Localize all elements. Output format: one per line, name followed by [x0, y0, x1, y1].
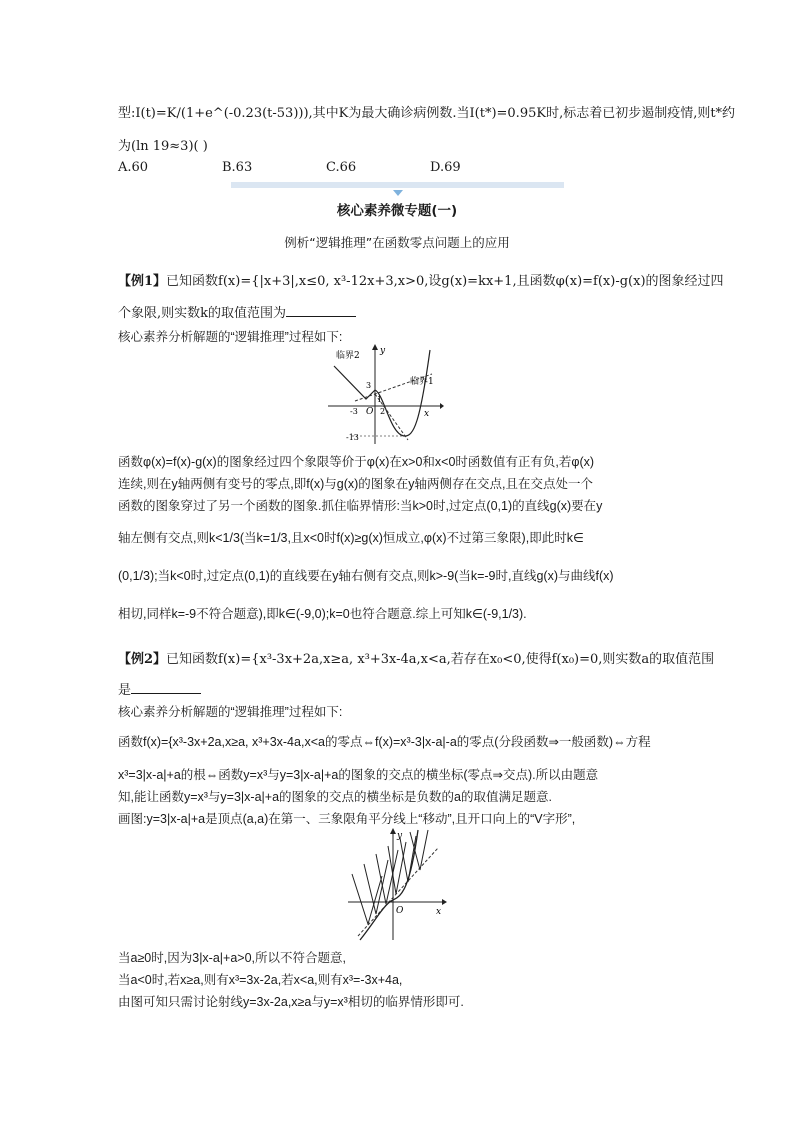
example1-text-1: 连续,则在y轴两侧有变号的零点,即f(x)与g(x)的图象在y轴两侧存在交点,且在交点处一个: [118, 477, 593, 491]
v-shape-3: [376, 850, 398, 904]
example1-text-0: 函数φ(x)=f(x)-g(x)的图象经过四个象限等价于φ(x)在x>0和x<0时函数值有正有负,若φ(x): [118, 455, 595, 469]
intro-line-1: 型:I(t)=K/(1+e^(-0.23(t-53))),其中K为最大确诊病例数.当I(t*)=0.95K时,标志着已初步遏制疫情,则t*约: [118, 106, 736, 121]
y-axis-arrow-icon: [372, 344, 378, 350]
example1-text-5: 相切,同样k=-9不符合题意),即k∈(-9,0);k=0也符合题意.综上可知k∈(-9,1/3).: [118, 607, 527, 621]
example2-graph: [346, 824, 448, 942]
example2-text-3: 画图:y=3|x-a|+a是顶点(a,a)在第一、三象限角平分线上“移动”,且开口向上的“V字形”,: [118, 812, 576, 826]
label-two: 2: [380, 407, 386, 416]
example1-problem-line2: [118, 304, 678, 324]
y-axis-arrow-icon: [390, 828, 396, 834]
example2-problem-a: 已知函数f(x)={x³-3x+2a,x≥a, x³+3x-4a,x<a,若存在x₀<0,使得f(x₀)=0,则实数a的取值范围: [166, 652, 715, 667]
example1-text-3: 轴左侧有交点,则k<1/3(当k=1/3,且x<0时f(x)≥g(x)恒成立,φ(x)不过第三象限),即此时k∈: [118, 531, 584, 545]
example2-tail-1: 当a<0时,若x≥a,则有x³=3x-2a,若x<a,则有x³=-3x+4a,: [118, 973, 403, 987]
example1-problem-line1: [118, 272, 724, 292]
example2-problem-line1: [118, 650, 715, 670]
example2-analysis-intro: 核心素养分析解题的“逻辑推理”过程如下:: [118, 705, 343, 719]
label-critical2: 临界2: [336, 351, 360, 361]
example2-label: 【例2】: [118, 652, 167, 667]
example2-problem-line2: [118, 681, 678, 701]
answer-choices: [118, 158, 678, 178]
example2-text-2: 知,能让函数y=x³与y=3|x-a|+a的图象的交点的横坐标是负数的a的取值满足题意.: [118, 790, 552, 804]
example1-text-2: 函数的图象穿过了另一个函数的图象.抓住临界情形:当k>0时,过定点(0,1)的直线g(x)要在y: [118, 499, 603, 513]
label-x: x: [424, 409, 430, 419]
answer-blank-2: [131, 681, 201, 694]
divider-arrow-icon: [393, 190, 403, 196]
example2-text-0: 函数f(x)={x³-3x+2a,x≥a, x³+3x-4a,x<a的零点⇔f(x)=x³-3|x-a|-a的零点(分段函数⇒一般函数)⇔方程: [118, 735, 651, 749]
bisector-line: [358, 848, 438, 936]
example2-problem-b: 是: [118, 683, 132, 698]
label-y: y: [380, 346, 386, 356]
example2-tail-2: 由图可知只需讨论射线y=3x-2a,x≥a与y=x³相切的临界情形即可.: [118, 995, 464, 1009]
label-three: 3: [366, 381, 372, 390]
example2-text-1: x³=3|x-a|+a的根⇔函数y=x³与y=3|x-a|+a的图象的交点的横坐标(零点⇒交点).所以由题意: [118, 768, 599, 782]
example1-label: 【例1】: [118, 274, 167, 289]
label-x: x: [436, 907, 442, 917]
choice-a: A.60: [118, 160, 149, 175]
cubic-branch: [375, 350, 430, 436]
example1-problem-a: 已知函数f(x)={|x+3|,x≤0, x³-12x+3,x>0,设g(x)=kx+1,且函数φ(x)=f(x)-g(x)的图象经过四: [166, 274, 724, 289]
v-shape-2: [364, 860, 388, 914]
x-axis-arrow-icon: [440, 403, 444, 409]
x-axis-arrow-icon: [442, 899, 447, 905]
label-neg-thirteen: -13: [346, 433, 359, 442]
choice-c: C.66: [326, 160, 357, 175]
label-critical1: 临界1: [410, 377, 434, 387]
label-y: y: [397, 831, 403, 841]
label-origin: O: [396, 906, 404, 916]
section-subtitle: 例析“逻辑推理”在函数零点问题上的应用: [284, 235, 510, 250]
label-one: 1: [377, 395, 383, 404]
label-neg-three: -3: [350, 407, 358, 416]
answer-blank-1: [286, 304, 356, 317]
example1-problem-b: 个象限,则实数k的取值范围为: [118, 306, 287, 321]
section-divider: [231, 182, 564, 188]
intro-line-2: 为(ln 19≈3)( ): [118, 139, 208, 154]
section-title: 核心素养微专题(一): [336, 203, 458, 219]
example1-graph: [322, 344, 444, 446]
choice-b: B.63: [222, 160, 253, 175]
choice-d: D.69: [430, 160, 461, 175]
label-origin: O: [366, 407, 374, 417]
example2-tail-0: 当a≥0时,因为3|x-a|+a>0,所以不符合题意,: [118, 951, 346, 965]
example1-text-4: (0,1/3);当k<0时,过定点(0,1)的直线要在y轴右侧有交点,则k>-9(当k=-9时,直线g(x)与曲线f(x): [118, 569, 614, 583]
example1-analysis-intro: 核心素养分析解题的“逻辑推理”过程如下:: [118, 330, 343, 344]
